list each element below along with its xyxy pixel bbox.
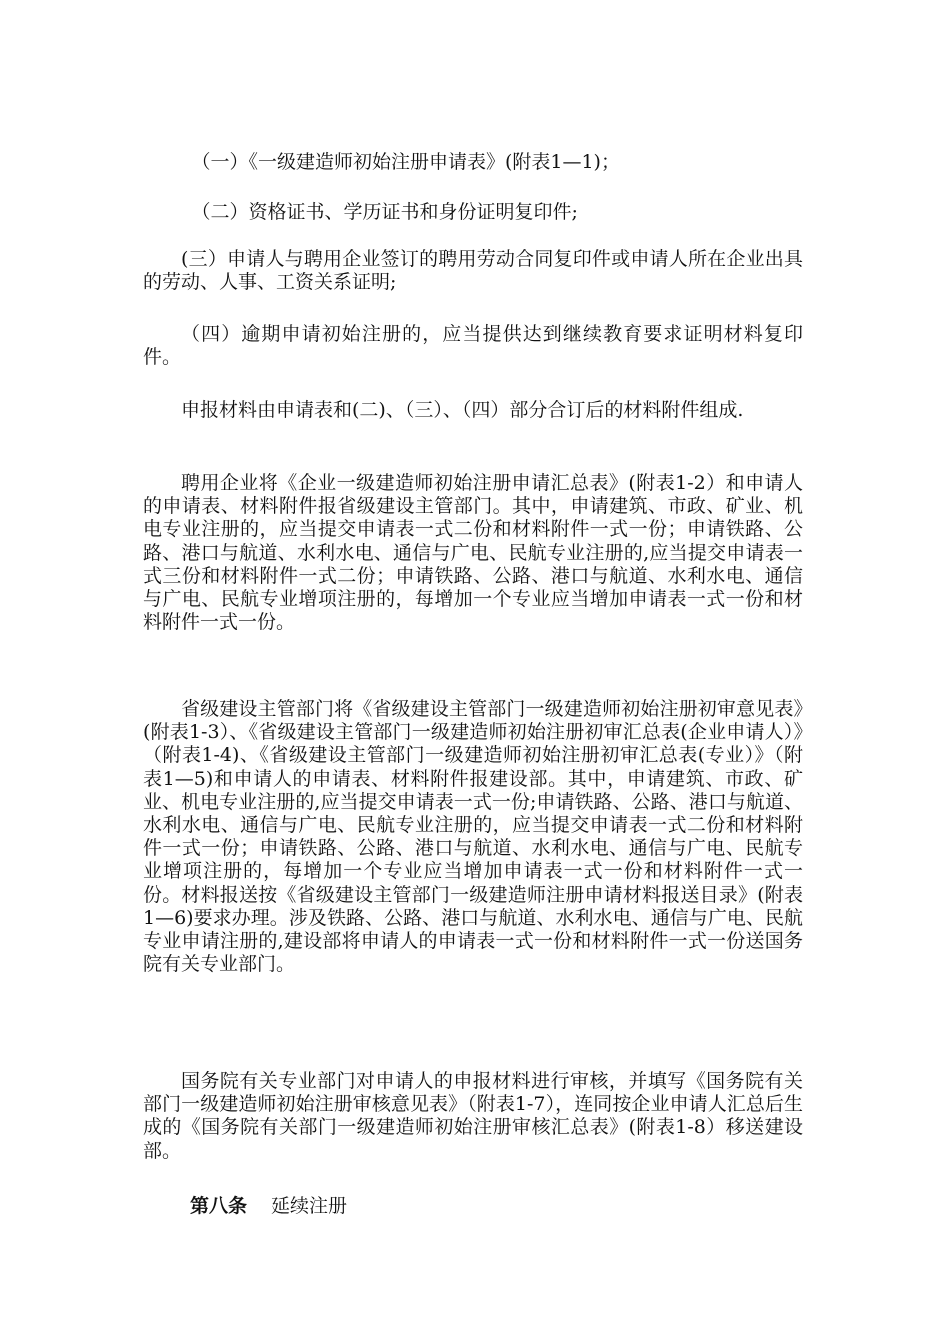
section-heading <box>190 1195 347 1218</box>
section-number: 第八条 <box>190 1195 248 1217</box>
item-1-application-form: （一）《一级建造师初始注册申请表》(附表1—1)； <box>191 151 620 173</box>
item-2-certificate-copies: （二）资格证书、学历证书和身份证明复印件; <box>191 201 578 223</box>
employer-submission-paragraph: 聘用企业将《企业一级建造师初始注册申请汇总表》(附表1-2）和申请人的申请表、材料附件报省级建设主管部门。其中，申请建筑、市政、矿业、机电专业注册的，应当提交申请表一式二份和材料附件一式一份；申请铁路、公路、港口与航道、水利水电、通信与广电、民航专业注册的,应当提交申请表一式三份和材料附件一式二份；申请铁路、公路、港口与航道、水利水电、通信与广电、民航专业增项注册的，每增加一个专业应当增加申请表一式一份和材料附件一式一份。 <box>143 472 803 634</box>
materials-composition-paragraph: 申报材料由申请表和(二)、（三）、（四）部分合订后的材料附件组成. <box>181 399 744 421</box>
item-3-employment-contract: (三）申请人与聘用企业签订的聘用劳动合同复印件或申请人所在企业出具的劳动、人事、工资关系证明; <box>143 248 803 294</box>
section-title: 延续注册 <box>271 1195 348 1217</box>
item-4-continuing-education: （四）逾期申请初始注册的，应当提供达到继续教育要求证明材料复印件。 <box>143 323 803 369</box>
provincial-review-paragraph: 省级建设主管部门将《省级建设主管部门一级建造师初始注册初审意见表》(附表1-3）、《省级建设主管部门一级建造师初始注册初审汇总表(企业申请人）》（附表1-4)、《省级建设主管部门一级建造师初始注册初审汇总表(专业）》（附表1—5)和申请人的申请表、材料附件报建设部。其中，申请建筑、市政、矿业、机电专业注册的,应当提交申请表一式一份;申请铁路、公路、港口与航道、水利水电、通信与广电、民航专业注册的，应当提交申请表一式二份和材料附件一式一份；申请铁路、公路、港口与航道、水利水电、通信与广电、民航专业增项注册的，每增加一个专业应当增加申请表一式一份和材料附件一式一份。材料报送按《省级建设主管部门一级建造师注册申请材料报送目录》(附表1—6)要求办理。涉及铁路、公路、港口与航道、水利水电、通信与广电、民航专业申请注册的,建设部将申请人的申请表一式一份和材料附件一式一份送国务院有关专业部门。 <box>143 698 803 976</box>
state-council-review-paragraph: 国务院有关专业部门对申请人的申报材料进行审核，并填写《国务院有关部门一级建造师初始注册审核意见表》（附表1-7），连同按企业申请人汇总后生成的《国务院有关部门一级建造师初始注册审核汇总表》(附表1-8）移送建设部。 <box>143 1070 803 1162</box>
